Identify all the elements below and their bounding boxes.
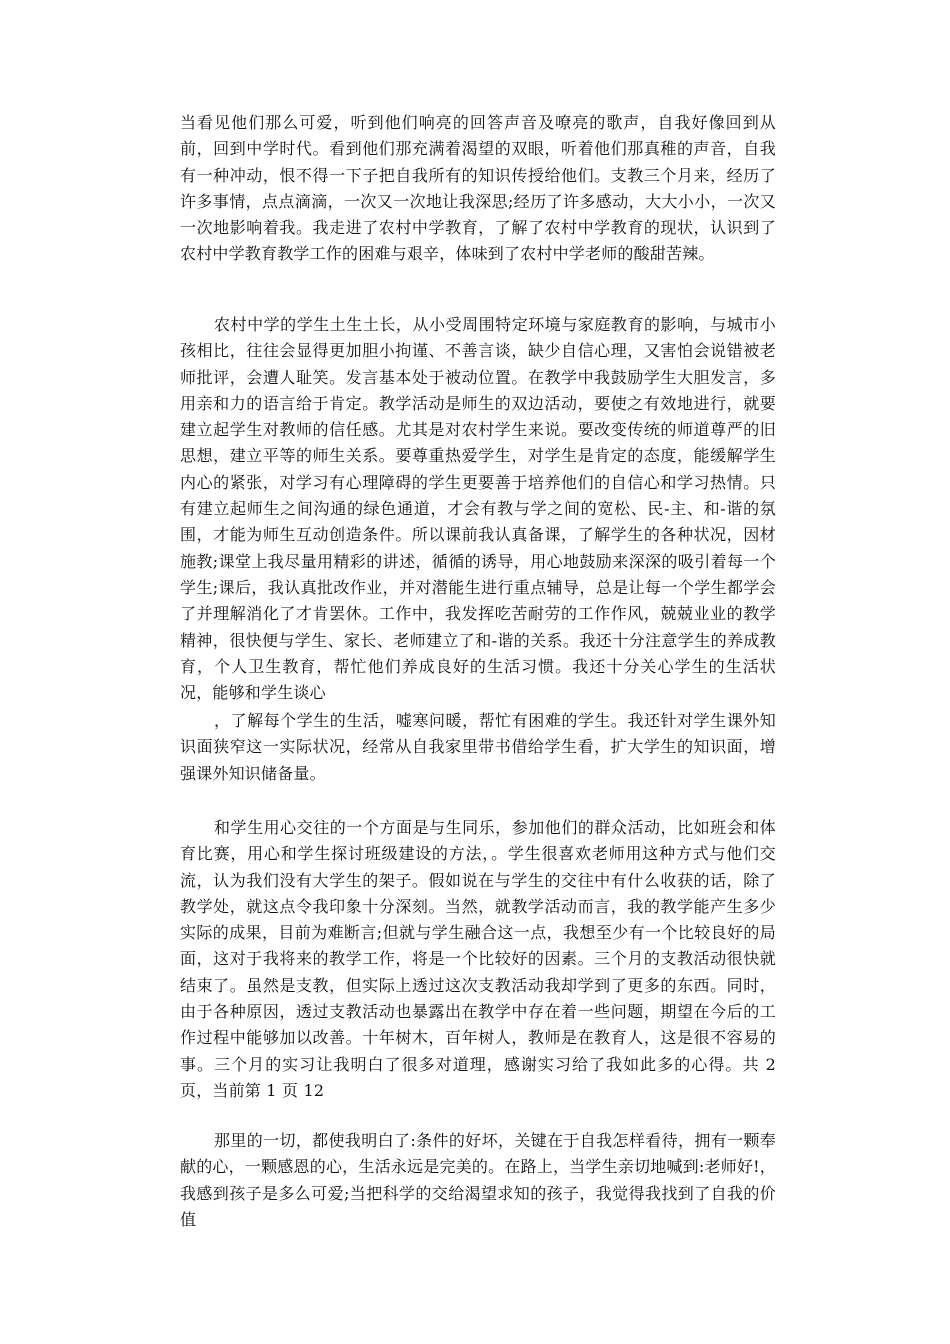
paragraph-2: 农村中学的学生土生土长，从小受周围特定环境与家庭教育的影响，与城市小孩相比，往往会显得更加胆小拘谨、不善言谈，缺少自信心理，又害怕会说错被老师批评，会遭人耻笑。发言基本处于被动位置。在教学中我鼓励学生大胆发言，多用亲和力的语言给于肯定。教学活动是师生的双边活动，要使之有效地进行，就要建立起学生对教师的信任感。尤其是对农村学生来说。要改变传统的师道尊严的旧思想，建立平等的师生关系。要尊重热爱学生，对学生是肯定的态度，能缓解学生内心的紧张，对学习有心理障碍的学生更要善于培养他们的自信心和学习热情。只有建立起师生之间沟通的绿色通道，才会有教与学之间的宽松、民-主、和-谐的氛围，才能为师生互动创造条件。所以课前我认真备课，了解学生的各种状况，因材施教;课堂上我尽量用精彩的讲述，循循的诱导，用心地鼓励来深深的吸引着每一个学生;课后，我认真批改作业，并对潜能生进行重点辅导，总是让每一个学生都学会了并理解消化了才肯罢休。工作中，我发挥吃苦耐劳的工作作风，兢兢业业的教学精神，很快便与学生、家长、老师建立了和-谐的关系。我还十分注意学生的养成教育，个人卫生教育，帮忙他们养成良好的生活习惯。我还十分关心学生的生活状况，能够和学生谈心 bbox=[180, 315, 776, 703]
paragraph-3: ，了解每个学生的生活，嘘寒问暖，帮忙有困难的学生。我还针对学生课外知识面狭窄这一实际状况，经常从自我家里带书借给学生看，扩大学生的知识面，增强课外知识储备量。 bbox=[180, 711, 776, 783]
paragraph-4: 和学生用心交往的一个方面是与生同乐，参加他们的群众活动，比如班会和体育比赛，用心和学生探讨班级建设的方法，。学生很喜欢老师用这种方式与他们交流，认为我们没有大学生的架子。假如说在与学生的交往中有什么收获的话，除了教学处，就这点令我印象十分深刻。当然，就教学活动而言，我的教学能产生多少实际的成果，目前为难断言;但就与学生融合这一点，我想至少有一个比较良好的局面，这对于我将来的教学工作，将是一个比较好的因素。三个月的支教活动很快就结束了。虽然是支教，但实际上透过这次支教活动我却学到了更多的东西。同时，由于各种原因，透过支教活动也暴露出在教学中存在着一些问题，期望在今后的工作过程中能够加以改善。十年树木，百年树人，教师是在教育人，这是很不容易的事。三个月的实习让我明白了很多对道理，感谢实习给了我如此多的心得。共 2 页，当前第 1 页 12 bbox=[180, 818, 776, 1100]
paragraph-5: 那里的一切，都使我明白了:条件的好坏，关键在于自我怎样看待，拥有一颗奉献的心，一颗感恩的心，生活永远是完美的。在路上，当学生亲切地喊到:老师好!，我感到孩子是多么可爱;当把科学的交给渴望求知的孩子，我觉得我找到了自我的价值 bbox=[180, 1131, 776, 1229]
paragraph-1: 当看见他们那么可爱，听到他们响亮的回答声音及嘹亮的歌声，自我好像回到从前，回到中学时代。看到他们那充满着渴望的双眼，听着他们那真稚的声音，自我有一种冲动，恨不得一下子把自我所有的知识传授给他们。支教三个月来，经历了许多事情，点点滴滴，一次又一次地让我深思;经历了许多感动，大大小小，一次又一次地影响着我。我走进了农村中学教育，了解了农村中学教育的现状，认识到了农村中学教育教学工作的困难与艰辛，体味到了农村中学老师的酸甜苦辣。 bbox=[180, 113, 776, 264]
